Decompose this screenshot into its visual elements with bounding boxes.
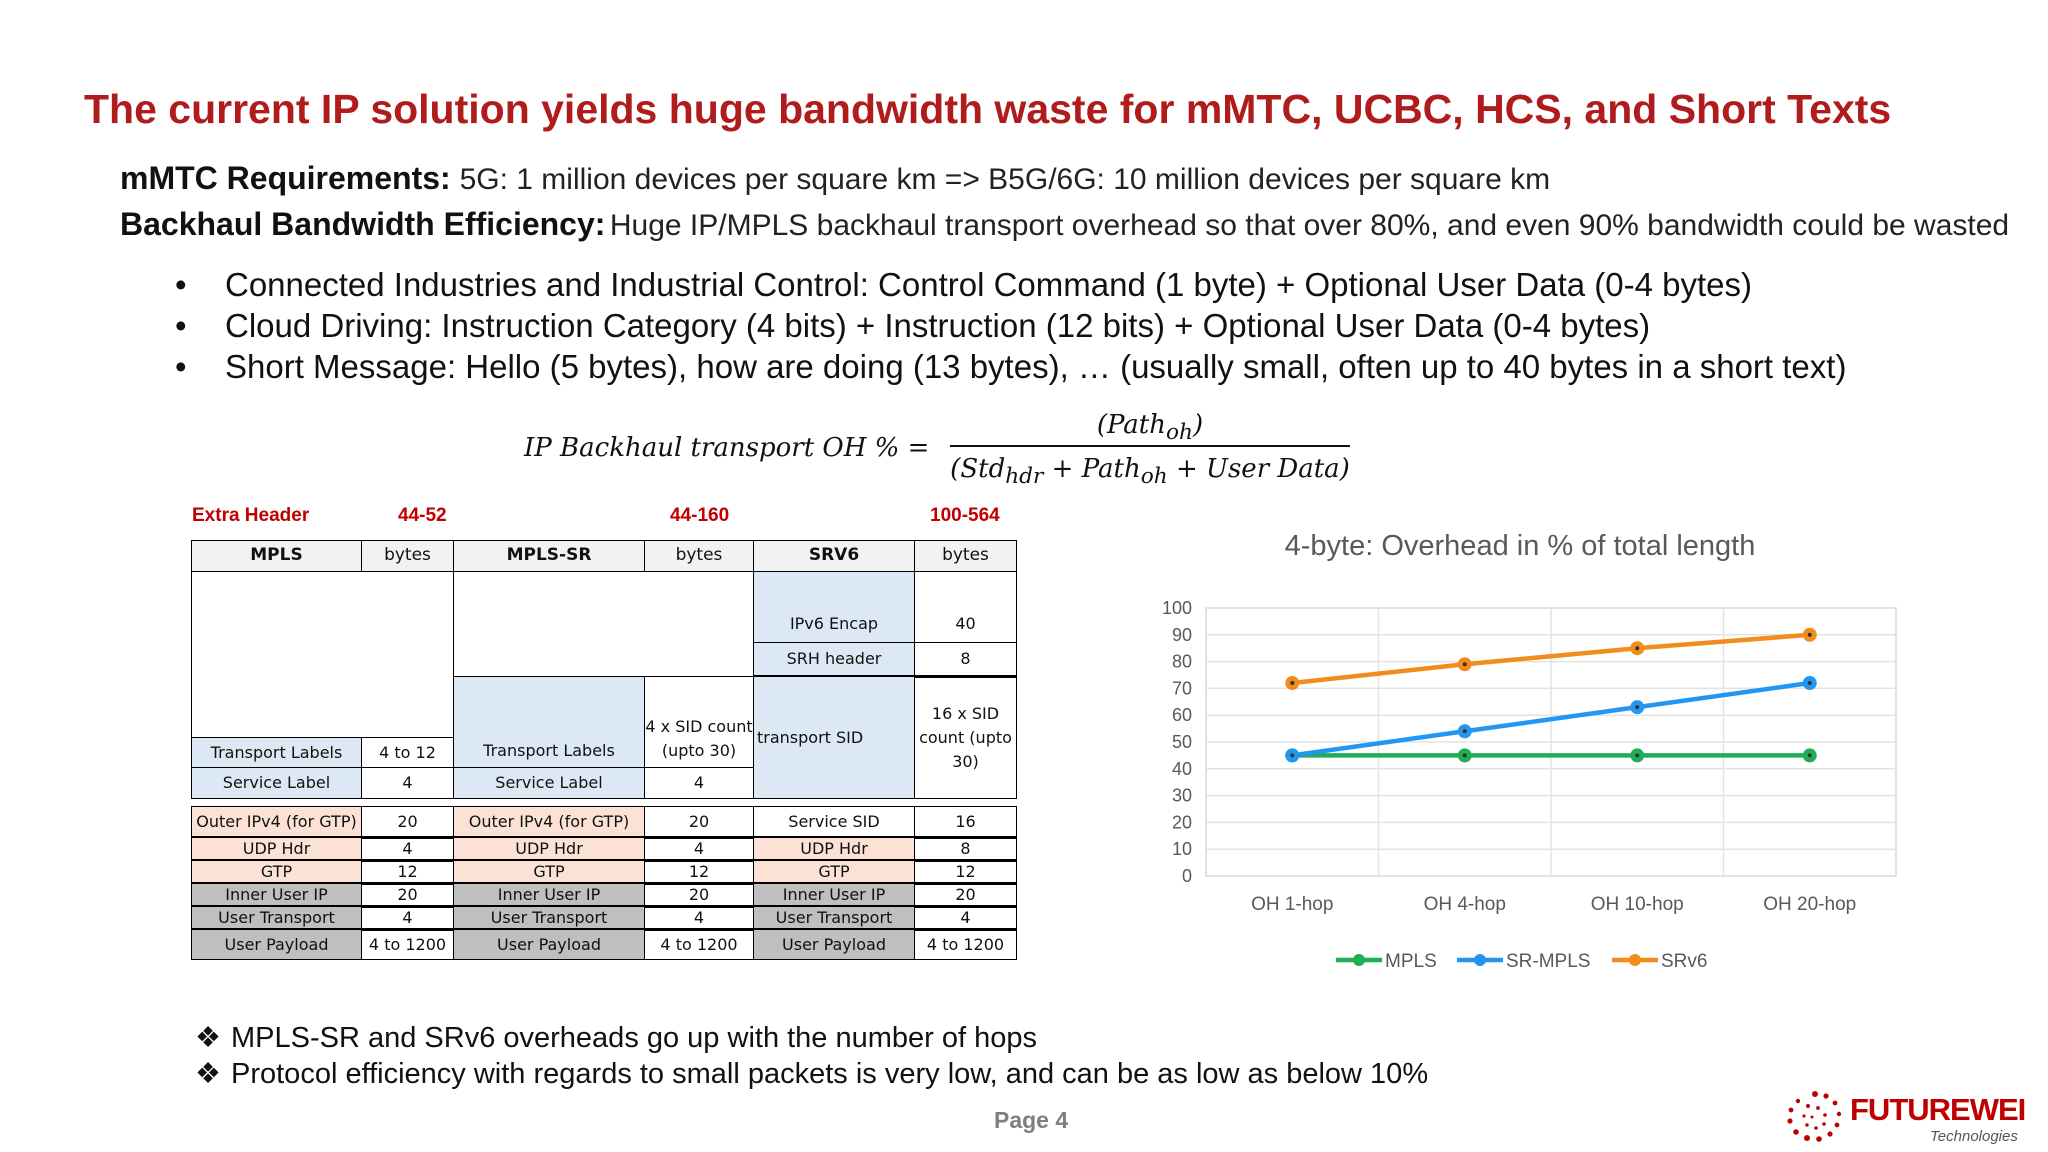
table-cell: GTP xyxy=(753,860,915,885)
formula-fraction xyxy=(950,405,1350,491)
legend-marker xyxy=(1629,954,1641,966)
srv6-srh-header-val: 8 xyxy=(914,642,1017,678)
mpls-service-label: Service Label xyxy=(191,767,362,799)
table-cell: User Transport xyxy=(753,906,915,931)
x-tick-label: OH 10-hop xyxy=(1590,894,1684,915)
mpls-service-label-val: 4 xyxy=(361,767,454,799)
formula-denominator xyxy=(950,447,1350,491)
data-point-center xyxy=(1808,681,1812,685)
mmtc-requirements-sep: : xyxy=(440,160,451,196)
list-item: • Short Message: Hello (5 bytes), how are doing (13 bytes), … (usually small, often up to 40 bytes in a short text) xyxy=(175,346,1846,387)
diamond-bullet-icon: ❖ xyxy=(195,1058,221,1090)
backhaul-efficiency-sep: : xyxy=(594,206,606,242)
col-header-mplssr-unit: bytes xyxy=(644,540,754,572)
data-point-center xyxy=(1808,633,1812,637)
col-header-mpls: MPLS xyxy=(191,540,362,572)
backhaul-efficiency-text: Huge IP/MPLS backhaul transport overhead so that over 80%, and even 90% bandwidth could be wasted xyxy=(609,209,2010,242)
srv6-transport-sid-val: 16 x SID count (upto 30) xyxy=(914,676,1017,799)
data-point-center xyxy=(1635,753,1639,757)
table-cell: 12 xyxy=(644,860,754,885)
overhead-table xyxy=(191,540,1017,988)
legend-label: SRv6 xyxy=(1661,951,1708,972)
chart-legend xyxy=(1336,951,1707,972)
diamond-bullet-icon: ❖ xyxy=(195,1022,221,1054)
table-cell: UDP Hdr xyxy=(191,837,362,862)
col-header-srv6-unit: bytes xyxy=(914,540,1017,572)
table-cell: Inner User IP xyxy=(453,883,645,908)
mmtc-requirements-label: mMTC Requirements xyxy=(120,160,441,196)
table-cell: 4 xyxy=(361,906,454,931)
data-point-center xyxy=(1635,705,1639,709)
extra-header-mplssr: 44-160 xyxy=(670,505,730,526)
table-cell: UDP Hdr xyxy=(753,837,915,862)
legend-marker xyxy=(1474,954,1486,966)
table-cell: Service SID xyxy=(753,806,915,839)
table-cell: 20 xyxy=(644,883,754,908)
mplssr-sid-count: 4 x SID count (upto 30) xyxy=(644,676,754,768)
legend-marker xyxy=(1353,954,1365,966)
numerator-end: ) xyxy=(1193,410,1204,440)
list-item: • Cloud Driving: Instruction Category (4 bits) + Instruction (12 bits) + Optional User Data (0-4 bytes) xyxy=(175,305,1846,346)
table-cell: User Transport xyxy=(453,906,645,931)
srv6-ipv6-encap-val: 40 xyxy=(914,571,1017,643)
table-cell: User Payload xyxy=(753,929,915,960)
col-header-mplssr: MPLS-SR xyxy=(453,540,645,572)
footnote-text: Protocol efficiency with regards to small packets is very low, and can be as low as below 10% xyxy=(231,1058,1429,1090)
y-tick-label: 50 xyxy=(1171,732,1192,752)
den-a: (Std xyxy=(950,454,1006,484)
table-cell: Outer IPv4 (for GTP) xyxy=(191,806,362,839)
empty-cell xyxy=(453,571,754,677)
table-cell: 20 xyxy=(361,806,454,839)
mmtc-requirements xyxy=(120,160,1550,197)
y-tick-label: 60 xyxy=(1171,705,1192,726)
numerator-text: (Path xyxy=(1096,410,1166,440)
table-cell: Inner User IP xyxy=(753,883,915,908)
footnote xyxy=(195,1020,1037,1055)
data-point-center xyxy=(1463,662,1467,666)
table-cell: 4 to 1200 xyxy=(361,929,454,960)
formula-numerator xyxy=(950,405,1350,445)
y-tick-label: 100 xyxy=(1161,598,1192,618)
chart-grid xyxy=(1206,608,1896,876)
table-cell: 20 xyxy=(361,883,454,908)
table-cell: 12 xyxy=(914,860,1017,885)
table-cell: 4 xyxy=(914,906,1017,931)
footnote-text: MPLS-SR and SRv6 overheads go up with the number of hops xyxy=(231,1022,1038,1054)
backhaul-efficiency-label: Backhaul Bandwidth Efficiency xyxy=(120,206,595,242)
extra-header-label: Extra Header xyxy=(192,505,310,526)
table-cell: 4 xyxy=(644,837,754,862)
y-tick-label: 20 xyxy=(1171,812,1192,833)
swirl-dots-icon xyxy=(1782,1088,1848,1150)
formula-lhs: IP Backhaul transport OH % = xyxy=(524,433,930,463)
y-tick-label: 90 xyxy=(1171,624,1192,645)
col-header-mpls-unit: bytes xyxy=(361,540,454,572)
mmtc-requirements-text: 5G: 1 million devices per square km => B5G/6G: 10 million devices per square km xyxy=(459,163,1551,196)
srv6-transport-sid: transport SID xyxy=(753,676,915,799)
futurewei-logo xyxy=(1782,1088,2026,1152)
x-tick-label: OH 1-hop xyxy=(1251,894,1334,915)
y-tick-label: 0 xyxy=(1181,866,1192,886)
table-cell: 4 xyxy=(644,906,754,931)
data-point-center xyxy=(1463,753,1467,757)
y-tick-label: 10 xyxy=(1171,839,1192,860)
y-tick-label: 70 xyxy=(1171,678,1192,699)
table-cell: UDP Hdr xyxy=(453,837,645,862)
den-b-sub: oh xyxy=(1140,464,1168,490)
y-tick-label: 30 xyxy=(1171,785,1192,806)
mpls-transport-labels: Transport Labels xyxy=(191,737,362,768)
list-item: • Connected Industries and Industrial Control: Control Command (1 byte) + Optional User Data (0-4 bytes) xyxy=(175,264,1846,305)
table-cell: 4 to 1200 xyxy=(914,929,1017,960)
data-point-center xyxy=(1808,753,1812,757)
table-cell: Outer IPv4 (for GTP) xyxy=(453,806,645,839)
table-cell: User Payload xyxy=(453,929,645,960)
x-tick-label: OH 4-hop xyxy=(1423,894,1506,915)
table-cell: 8 xyxy=(914,837,1017,862)
mplssr-transport-labels: Transport Labels xyxy=(453,676,645,768)
srv6-ipv6-encap: IPv6 Encap xyxy=(753,571,915,643)
table-cell: GTP xyxy=(453,860,645,885)
footnote xyxy=(195,1056,1428,1091)
mplssr-service-label-val: 4 xyxy=(644,767,754,799)
table-cell: 16 xyxy=(914,806,1017,839)
den-a-sub: hdr xyxy=(1005,464,1044,490)
table-cell: 20 xyxy=(914,883,1017,908)
y-tick-label: 80 xyxy=(1171,651,1192,672)
overhead-formula xyxy=(520,405,1360,500)
logo-wordmark: FUTUREWEI xyxy=(1850,1092,2026,1127)
table-cell: 4 to 1200 xyxy=(644,929,754,960)
extra-header-srv6: 100-564 xyxy=(930,505,1000,526)
use-case-list xyxy=(175,264,1846,387)
data-point-center xyxy=(1290,681,1294,685)
legend-label: MPLS xyxy=(1385,951,1437,972)
extra-header-mpls: 44-52 xyxy=(398,505,447,526)
table-cell: User Transport xyxy=(191,906,362,931)
mplssr-service-label: Service Label xyxy=(453,767,645,799)
legend-label: SR-MPLS xyxy=(1506,951,1591,972)
den-c: + User Data) xyxy=(1167,454,1350,484)
y-tick-label: 40 xyxy=(1171,758,1192,779)
mpls-transport-labels-val: 4 to 12 xyxy=(361,737,454,768)
table-cell: User Payload xyxy=(191,929,362,960)
table-cell: 20 xyxy=(644,806,754,839)
srv6-srh-header: SRH header xyxy=(753,642,915,678)
slide-title: The current IP solution yields huge bandwidth waste for mMTC, UCBC, HCS, and Short Texts xyxy=(84,86,1892,132)
logo-subtitle: Technologies xyxy=(1930,1128,2018,1145)
table-cell: GTP xyxy=(191,860,362,885)
data-point-center xyxy=(1290,753,1294,757)
col-header-srv6: SRV6 xyxy=(753,540,915,572)
numerator-sub: oh xyxy=(1166,420,1193,446)
x-axis-ticks xyxy=(1251,894,1856,915)
data-point-center xyxy=(1463,729,1467,733)
empty-cell xyxy=(191,571,454,738)
overhead-chart xyxy=(1130,520,2010,990)
x-tick-label: OH 20-hop xyxy=(1763,894,1857,915)
table-cell: Inner User IP xyxy=(191,883,362,908)
chart-title: 4-byte: Overhead in % of total length xyxy=(1284,530,1756,562)
table-cell: 12 xyxy=(361,860,454,885)
table-cell: 4 xyxy=(361,837,454,862)
data-point-center xyxy=(1635,646,1639,650)
y-axis-ticks xyxy=(1162,598,1192,886)
backhaul-efficiency xyxy=(120,206,2009,243)
page-number: Page 4 xyxy=(994,1107,1069,1133)
den-b: + Path xyxy=(1043,454,1141,484)
